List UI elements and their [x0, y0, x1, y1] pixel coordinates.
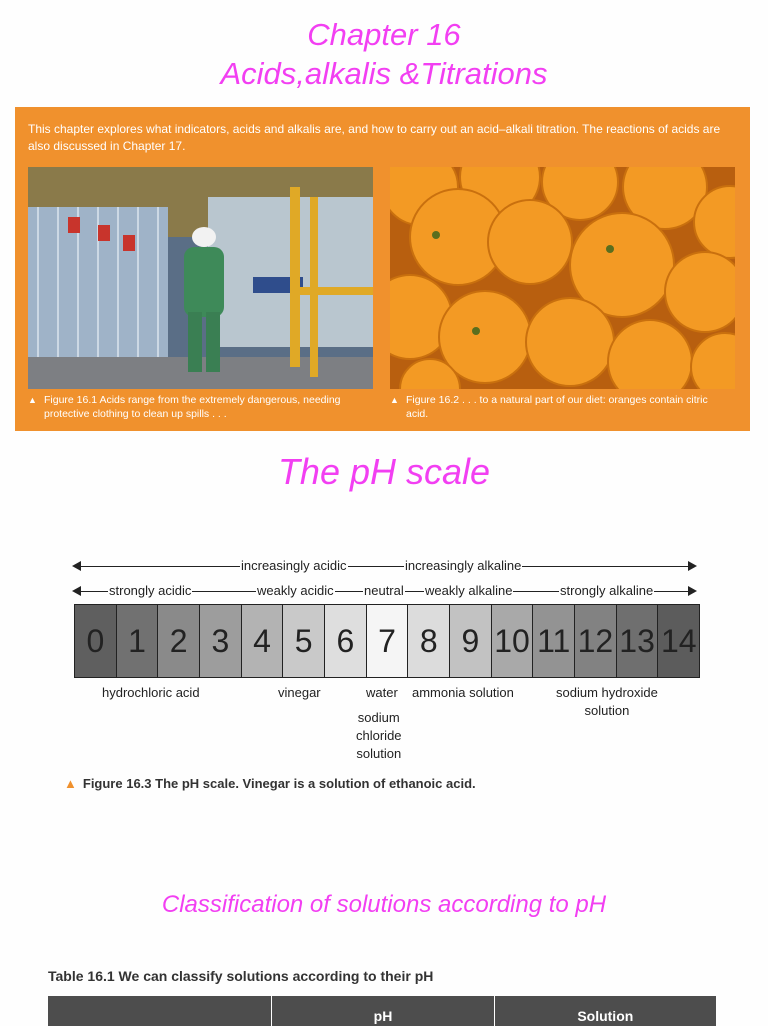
ph-cell-14: 14	[658, 605, 699, 677]
increasingly-alkaline-label: increasingly alkaline	[405, 558, 522, 573]
neutral-label: neutral	[364, 583, 404, 598]
ph-cell-2: 2	[158, 605, 200, 677]
figure-16-3-caption	[64, 776, 476, 791]
arrow-left-icon	[72, 586, 81, 596]
ph-cell-6: 6	[325, 605, 367, 677]
top-arrow-line	[78, 566, 688, 567]
acid-plant-photo	[28, 167, 373, 389]
caption-text: Figure 16.1 Acids range from the extremely dangerous, needing protective clothing to clean up spills . . .	[44, 394, 341, 420]
sodium-chloride-label: sodium chloride solution	[356, 710, 402, 761]
ph-cell-8: 8	[408, 605, 450, 677]
ph-cell-7: 7	[367, 605, 409, 677]
water-label: water	[366, 685, 398, 700]
column-header-ph: pH	[272, 996, 494, 1026]
oranges-photo	[390, 167, 735, 389]
vinegar-label: vinegar	[278, 685, 321, 700]
ph-scale-figure	[62, 548, 712, 808]
hydrochloric-acid-label: hydrochloric acid	[102, 685, 200, 700]
sodium-hydroxide-label: sodium hydroxide solution	[556, 685, 658, 718]
ph-cell-11: 11	[533, 605, 575, 677]
ph-scale-heading: The pH scale	[277, 451, 491, 492]
ph-cell-5: 5	[283, 605, 325, 677]
classification-heading: Classification of solutions according to pH	[161, 891, 607, 918]
table-16-1-caption: Table 16.1 We can classify solutions according to their pH	[48, 968, 434, 984]
ph-cell-9: 9	[450, 605, 492, 677]
ph-cell-4: 4	[242, 605, 284, 677]
caption-text: Figure 16.3 The pH scale. Vinegar is a solution of ethanoic acid.	[82, 776, 476, 791]
arrow-right-icon	[688, 586, 697, 596]
caption-text: Figure 16.2 . . . to a natural part of our diet: oranges contain citric acid.	[406, 394, 708, 420]
strongly-acidic-label: strongly acidic	[109, 583, 192, 598]
column-header-solution: Solution	[577, 1008, 634, 1024]
triangle-icon: ▲	[28, 395, 37, 405]
ammonia-solution-label: ammonia solution	[412, 685, 514, 700]
increasingly-acidic-label: increasingly acidic	[241, 558, 347, 573]
ph-cell-3: 3	[200, 605, 242, 677]
triangle-icon: ▲	[64, 776, 77, 791]
intro-panel	[15, 107, 750, 431]
intro-text: This chapter explores what indicators, acids and alkalis are, and how to carry out an acid–alkali titration. The reactions of acids are also discussed in Chapter 17.	[28, 122, 721, 153]
weakly-acidic-label: weakly acidic	[257, 583, 334, 598]
figure-16-1-caption	[28, 393, 364, 421]
ph-bar	[74, 604, 700, 678]
triangle-icon: ▲	[390, 395, 399, 405]
ph-cell-10: 10	[492, 605, 534, 677]
chapter-title: Chapter 16	[307, 17, 461, 52]
arrow-left-icon	[72, 561, 81, 571]
strongly-alkaline-label: strongly alkaline	[560, 583, 654, 598]
weakly-alkaline-label: weakly alkaline	[425, 583, 513, 598]
ph-cell-1: 1	[117, 605, 159, 677]
figure-16-2-caption	[390, 393, 726, 421]
table-header-row	[48, 996, 716, 1026]
chapter-subtitle: Acids,alkalis &Titrations	[220, 56, 548, 91]
column-header-blank	[48, 996, 272, 1026]
ph-cell-12: 12	[575, 605, 617, 677]
ph-cell-0: 0	[75, 605, 117, 677]
arrow-right-icon	[688, 561, 697, 571]
ph-cell-13: 13	[617, 605, 659, 677]
